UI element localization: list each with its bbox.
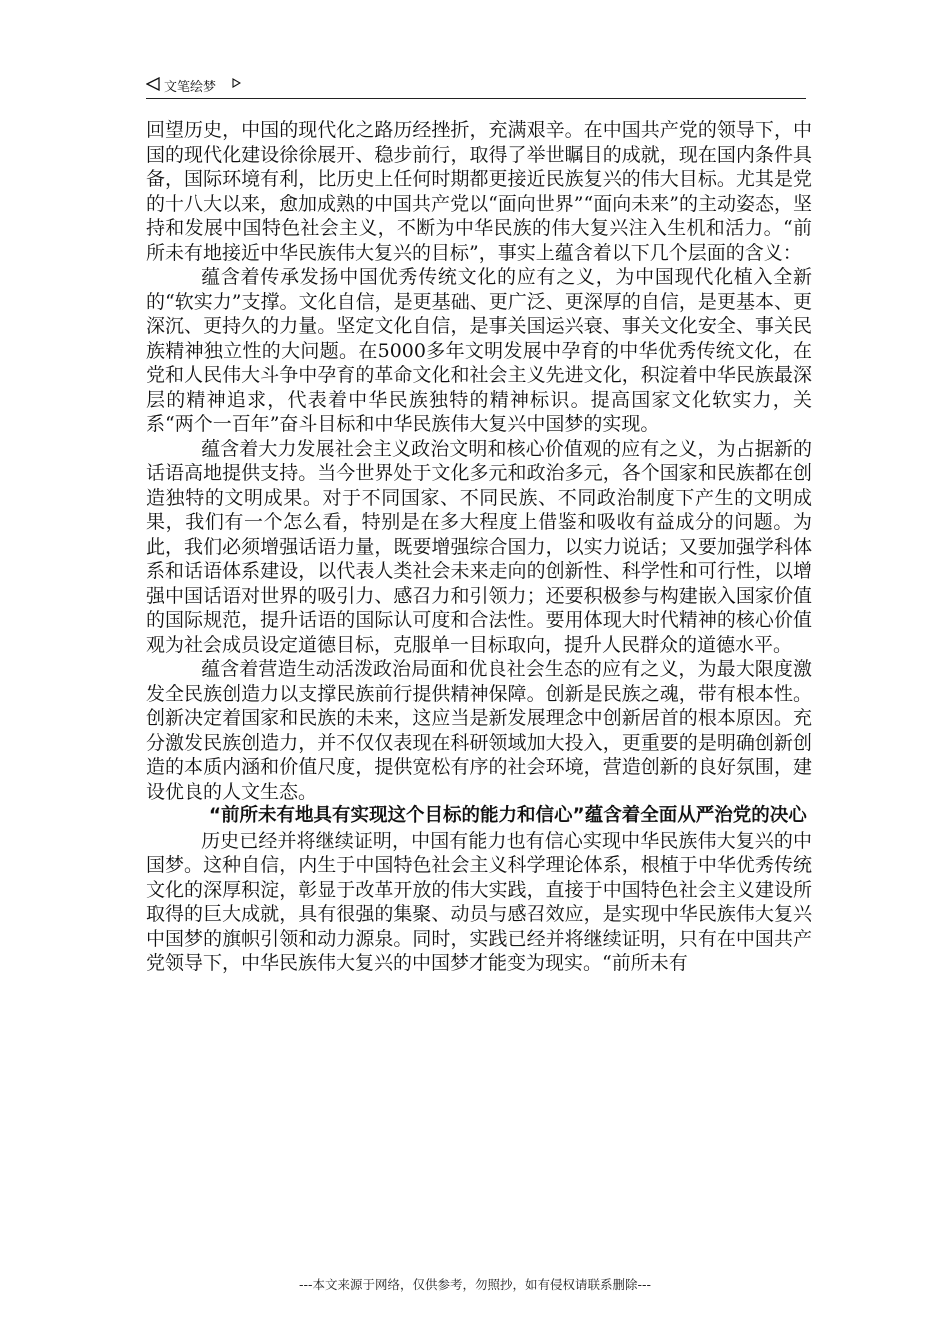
article-body — [146, 118, 812, 976]
paragraph-politics: 蕴含着大力发展社会主义政治文明和核心价值观的应有之义，为占据新的话语高地提供支持。当今世界处于文化多元和政治多元，各个国家和民族都在创造独特的文明成果。对于不同国家、不同民族、不同政治制度下产生的文明成果，我们有一个怎么看，特别是在多大程度上借鉴和吸收有益成分的问题。为此，我们必须增强话语力量，既要增强综合国力，以实力说话；又要加强学科体系和话语体系建设，以代表人类社会未来走向的创新性、科学性和可行性，以增强中国话语对世界的吸引力、感召力和引领力；还要积极参与构建嵌入国家价值的国际规范，提升话语的国际认可度和合法性。要用体现大时代精神的核心价值观为社会成员设定道德目标，克服单一目标取向，提升人民群众的道德水平。 — [146, 437, 812, 656]
section-heading: “前所未有地具有实现这个目标的能力和信心”蕴含着全面从严治党的决心 — [208, 805, 807, 826]
paragraph-innovation: 蕴含着营造生动活泼政治局面和优良社会生态的应有之义，为最大限度激发全民族创造力以支撑民族前行提供精神保障。创新是民族之魂，带有根本性。创新决定着国家和民族的未来，这应当是新发展理念中创新居首的根本原因。充分激发民族创造力，并不仅仅表现在科研领域加大投入，更重要的是明确创新创造的本质内涵和价值尺度，提供宽松有序的社会环境，营造创新的良好氛围，建设优良的人文生态。 — [146, 658, 812, 803]
paragraph-confidence: 历史已经并将继续证明，中国有能力也有信心实现中华民族伟大复兴的中国梦。这种自信，内生于中国特色社会主义科学理论体系，根植于中华优秀传统文化的深厚积淀，彰显于改革开放的伟大实践，直接于中国特色社会主义建设所取得的巨大成就，具有很强的集聚、动员与感召效应，是实现中华民族伟大复兴中国梦的旗帜引领和动力源泉。同时，实践已经并将继续证明，只有在中国共产党领导下，中华民族伟大复兴的中国梦才能变为现实。“前所未有 — [146, 829, 812, 974]
triangle-left-icon — [146, 77, 160, 91]
page-header — [146, 74, 806, 99]
header-title: 文笔绘梦 — [164, 80, 217, 95]
triangle-right-icon — [232, 78, 241, 88]
paragraph-culture: 蕴含着传承发扬中国优秀传统文化的应有之义，为中国现代化植入全新的“软实力”支撑。文化自信，是更基础、更广泛、更深厚的自信，是更基本、更深沉、更持久的力量。坚定文化自信，是事关国运兴衰、事关文化安全、事关民族精神独立性的大问题。在5000多年文明发展中孕育的中华优秀传统文化，在党和人民伟大斗争中孕育的革命文化和社会主义先进文化，积淀着中华民族最深层的精神追求，代表着中华民族独特的精神标识。提高国家文化软实力，关系“两个一百年”奋斗目标和中华民族伟大复兴中国梦的实现。 — [146, 266, 812, 435]
paragraph-intro: 回望历史，中国的现代化之路历经挫折，充满艰辛。在中国共产党的领导下，中国的现代化建设徐徐展开、稳步前行，取得了举世瞩目的成就，现在国内条件具备，国际环境有利，比历史上任何时期都更接近民族复兴的伟大目标。尤其是党的十八大以来，愈加成熟的中国共产党以“面向世界”“面向未来”的主动姿态，坚持和发展中国特色社会主义，不断为中华民族的伟大复兴注入生机和活力。“前所未有地接近中华民族伟大复兴的目标”，事实上蕴含着以下几个层面的含义： — [146, 119, 812, 264]
footer-notice: ---本文来源于网络，仅供参考，勿照抄，如有侵权请联系删除--- — [298, 1277, 652, 1292]
